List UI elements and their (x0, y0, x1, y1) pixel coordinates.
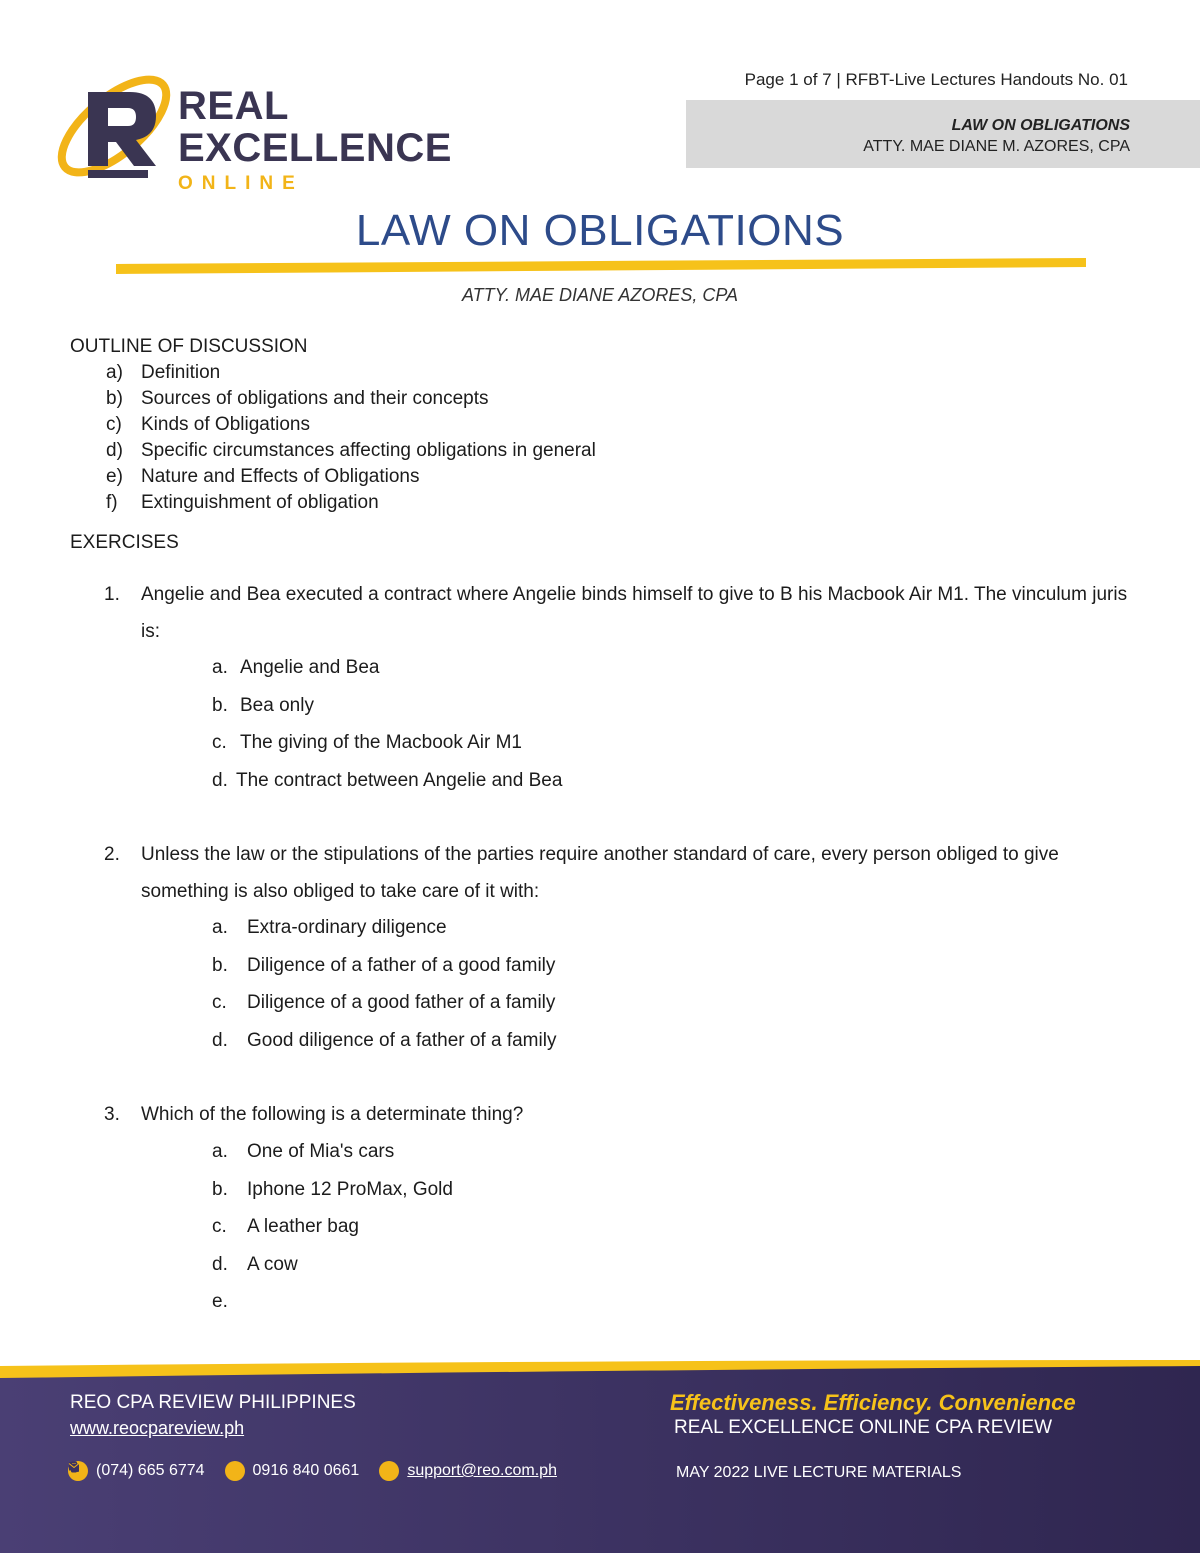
footer-band (0, 1360, 1200, 1553)
footer-email-link[interactable]: support@reo.com.ph (407, 1462, 557, 1479)
mobile-icon (225, 1461, 245, 1481)
option-item: d. The contract between Angelie and Bea (212, 769, 563, 791)
question-text: Angelie and Bea executed a contract where Angelie binds himself to give to B his Macbook Air M1. The vinculum juris is: (141, 584, 1128, 642)
footer-company-name: REAL EXCELLENCE ONLINE CPA REVIEW (674, 1417, 1053, 1438)
question-text: Unless the law or the stipulations of the parties require another standard of care, every person obliged to give something is also obliged to take care of it with: (141, 844, 1059, 902)
question-options (212, 649, 562, 799)
outline-item: e) Nature and Effects of Obligations (106, 466, 420, 487)
option-item: b. Diligence of a father of a good family (212, 954, 556, 976)
option-item: d. Good diligence of a father of a family (212, 1029, 557, 1051)
question-number: 3. (104, 1104, 120, 1125)
page-title: LAW ON OBLIGATIONS (355, 206, 845, 255)
option-item: e. (212, 1291, 228, 1312)
option-item: b. Bea only (212, 694, 314, 716)
exercises-heading: EXERCISES (70, 532, 179, 553)
outline-item: d) Specific circumstances affecting obligations in general (106, 440, 596, 461)
reo-logo (52, 62, 472, 192)
logo-text-online: ONLINE (178, 173, 304, 194)
option-item: c. Diligence of a good father of a family (212, 992, 556, 1013)
author-line: ATTY. MAE DIANE AZORES, CPA (461, 285, 739, 305)
outline-heading: OUTLINE OF DISCUSSION (70, 336, 308, 357)
option-item: c. The giving of the Macbook Air M1 (212, 732, 522, 753)
reo-logo-mark-icon (52, 62, 182, 192)
option-item: a. Extra-ordinary diligence (212, 917, 447, 938)
footer-materials-note: MAY 2022 LIVE LECTURE MATERIALS (676, 1464, 962, 1481)
header-box-subtitle: ATTY. MAE DIANE M. AZORES, CPA (863, 138, 1130, 155)
header-info-box (686, 100, 1200, 168)
question-number: 1. (104, 584, 120, 605)
option-item: d. A cow (212, 1253, 298, 1275)
footer-website-link[interactable]: www.reocpareview.ph (70, 1418, 245, 1438)
footer-contacts (68, 1461, 577, 1481)
question-options (212, 1133, 453, 1321)
question-text: Which of the following is a determinate thing? (141, 1104, 524, 1125)
footer-tagline: Effectiveness. Efficiency. Convenience (670, 1390, 1076, 1415)
footer-mobile: 0916 840 0661 (252, 1462, 360, 1479)
outline-item: b) Sources of obligations and their concepts (106, 388, 489, 409)
page-info: Page 1 of 7 | RFBT-Live Lectures Handouts No. 01 (744, 70, 1128, 89)
email-icon (379, 1461, 399, 1481)
option-item: a. One of Mia's cars (212, 1141, 395, 1162)
title-underline (116, 258, 1088, 276)
question-number: 2. (104, 844, 120, 865)
option-item: a. Angelie and Bea (212, 657, 380, 678)
logo-text-real: REAL (178, 84, 289, 128)
question-options (212, 909, 556, 1059)
outline-list (106, 360, 596, 516)
logo-text-excellence: EXCELLENCE (178, 126, 452, 170)
footer-org-name: REO CPA REVIEW PHILIPPINES (70, 1392, 356, 1413)
outline-item: f) Extinguishment of obligation (106, 492, 379, 513)
outline-item: c) Kinds of Obligations (106, 414, 310, 435)
header-box-title: LAW ON OBLIGATIONS (951, 117, 1130, 134)
outline-item: a) Definition (106, 362, 221, 383)
footer-phone: (074) 665 6774 (96, 1462, 205, 1479)
option-item: c. A leather bag (212, 1216, 359, 1237)
page-footer (0, 1360, 1200, 1553)
option-item: b. Iphone 12 ProMax, Gold (212, 1178, 453, 1200)
